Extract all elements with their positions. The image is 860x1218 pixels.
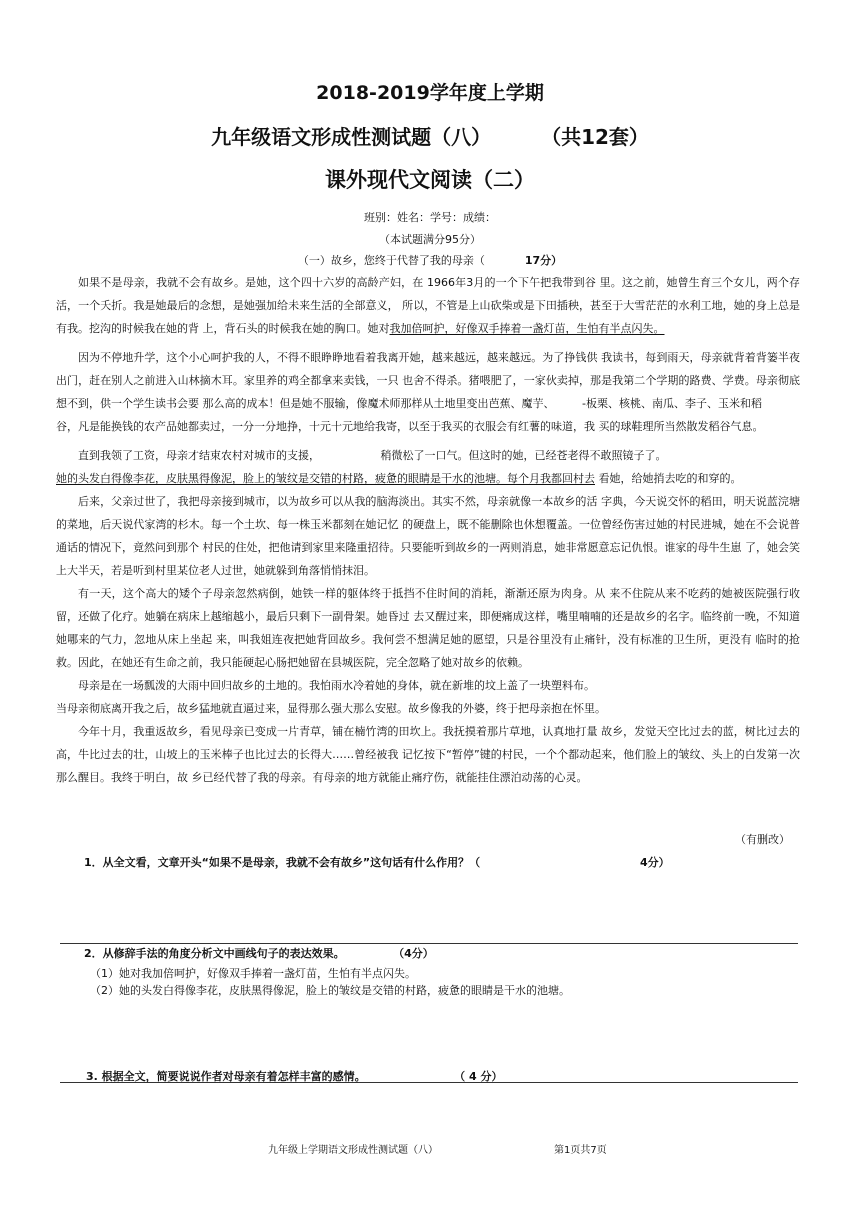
answer-line [60,943,798,944]
question-3-points: （ 4 分） [459,1070,503,1083]
student-info-line: 班别：姓名：学号：成绩： [364,211,496,224]
paragraph: 直到我领了工资，母亲才结束农村对城市的支援， 稍微松了一口气。但这时的她，已经苍老得不敢照镜子了。 [78,449,667,462]
footer-title: 九年级上学期语文形成性测试题（八） [268,1145,438,1156]
paragraph-continuation [56,467,800,490]
paragraph: 母亲是在一场瓢泼的大雨中回归故乡的土地的。我怕雨水冷着她的身体，就在新堆的坟上盖了一块塑料布。 [78,679,595,692]
paragraph: 因为不停地升学，这个小心呵护我的人，不得不眼睁睁地看着我离开她，越来越远，越来越远。为了挣钱供 我读书，每到雨天，母亲就背着背篓半夜出门，赶在别人之前进入山林摘木耳。家里养的鸡全都拿来卖钱，一只 也舍不得杀。猪喂肥了，一家伙卖掉，那是我第二个学期的路费、学费。母亲彻底想不到，供一个学生读书会要 那么高的成本！但是她不服输，像魔术师那样从土地里变出芭蕉、魔芋、 -板栗、核桃、南瓜、李子、玉米和稻 [56,351,800,410]
paragraph-continuation: 谷，凡是能换钱的农产品她都卖过，一分一分地挣，十元十元地给我寄，以至于我买的衣服会有红薯的味道，我 买的球鞋理所当然散发稻谷气息。 [56,420,764,433]
question-1-points: 4分） [640,856,670,869]
page-number: 第1页共7页 [554,1145,607,1156]
paragraph: 今年十月，我重返故乡，看见母亲已变成一片青草，铺在楠竹湾的田坎上。我抚摸着那片草地，认真地打量 故乡，发觉天空比过去的蓝，树比过去的高，牛比过去的壮，山坡上的玉米棒子也比过去的长得大……曾经被我 记忆按下“暂停”键的村民，一个个都动起来，他们脸上的皱纹、头上的白发第一次那么醒目。我终于明白，故 乡已经代替了我的母亲。有母亲的地方就能止痛疗伤，就能挂住漂泊动荡的心灵。 [56,725,800,784]
exam-title [0,121,860,150]
exam-set-count: （共12套） [541,125,649,149]
question-3-text: 3. 根据全文，简要说说作者对母亲有着怎样丰富的感情。 [86,1070,366,1083]
paragraph: 有一天，这个高大的矮个子母亲忽然病倒，她铁一样的躯体终于抵挡不住时间的消耗，渐渐还原为肉身。从 来不住院从来不吃药的她被医院强行收留，还做了化疗。她躺在病床上越缩越小，最后只剩下一副骨架。她昏过 去又醒过来，即便痛成这样，嘴里喃喃的还是故乡的名字。临终前一晚，不知道她哪来的气力，忽地从床上坐起 来，叫我姐连夜把她背回故乡。我何尝不想满足她的愿望，只是谷里没有止痛针，没有标准的卫生所，更没有 临时的抢救。因此，在她还有生命之前，我只能硬起心肠把她留在县城医院，完全忽略了她对故乡的依赖。 [56,587,800,669]
section-title: （一）故乡，您终于代替了我的母亲（ [297,254,485,267]
abridged-note: （有删改） [735,833,790,846]
question-2-points: （4分） [398,947,434,960]
answer-line [60,1082,798,1083]
question-1-text: 1．从全文看，文章开头“如果不是母亲，我就不会有故乡”这句话有什么作用？（ [84,856,481,869]
section-heading [0,252,860,268]
paragraph: 后来，父亲过世了，我把母亲接到城市，以为故乡可以从我的脑海淡出。其实不然，母亲就像一本故乡的活 字典，今天说交怀的稻田，明天说蓝浣塘的菜地，后天说代家湾的杉木。每一个土坎、每一株玉米都刻在她记忆 的硬盘上，既不能删除也休想覆盖。一位曾经伤害过她的村民进城，她在不会说普通话的情况下，竟然问到那个 村民的住处，把他请到家里来隆重招待。只要能听到故乡的一两则消息，她非常愿意忘记仇恨。谁家的母牛生崽 了，她会笑上大半天，若是听到村里某位老人过世，她就躲到角落悄悄抹泪。 [56,495,800,577]
paragraph-text: 如果不是母亲，我就不会有故乡。是她，这个四十六岁的高龄产妇，在 1966年3月的一个下午把我带到谷 里。这之前，她曾生育三个女儿，两个存活，一个夭折。我是她最后的念想，是她强加给未来生活的全部意义， 所以，不管是上山砍柴或是下田插秧，甚至于大雪茫茫的水利工地，她的身上总是有我。挖沟的时候我在她的背 上，背石头的时候我在她的胸口。她对 [56,276,800,335]
underlined-sentence-1: 我加倍呵护，好像双手捧着一盏灯苗，生怕有半点闪失。 [389,322,665,335]
reading-passage [56,271,800,789]
full-score-note: （本试题满分95分） [379,233,481,246]
exam-title-text: 九年级语文形成性测试题（八） [211,125,492,149]
question-2-item-2: （2）她的头发白得像李花，皮肤黑得像泥，脸上的皱纹是交错的村路，疲惫的眼睛是干水的池塘。 [90,984,570,997]
section-points: 17分） [524,254,563,267]
school-year-heading: 2018-2019学年度上学期 [316,82,544,104]
paragraph-text: 看她，给她捎去吃的和穿的。 [595,472,742,485]
paragraph [56,271,800,340]
question-2-item-1: （1）她对我加倍呵护，好像双手捧着一盏灯苗，生怕有半点闪失。 [90,967,416,980]
question-2 [84,945,434,961]
exam-subtitle: 课外现代文阅读（二） [325,168,535,192]
paragraph: 当母亲彻底离开我之后，故乡猛地就直逼过来，显得那么强大那么安慰。故乡像我的外婆，终于把母亲抱在怀里。 [56,702,606,715]
underlined-sentence-2: 她的头发白得像李花，皮肤黑得像泥，脸上的皱纹是交错的村路，疲惫的眼睛是干水的池塘。每个月我都回村去 [56,472,595,485]
question-2-text: 2．从修辞手法的角度分析文中画线句子的表达效果。 [84,947,345,960]
question-1 [84,854,670,870]
